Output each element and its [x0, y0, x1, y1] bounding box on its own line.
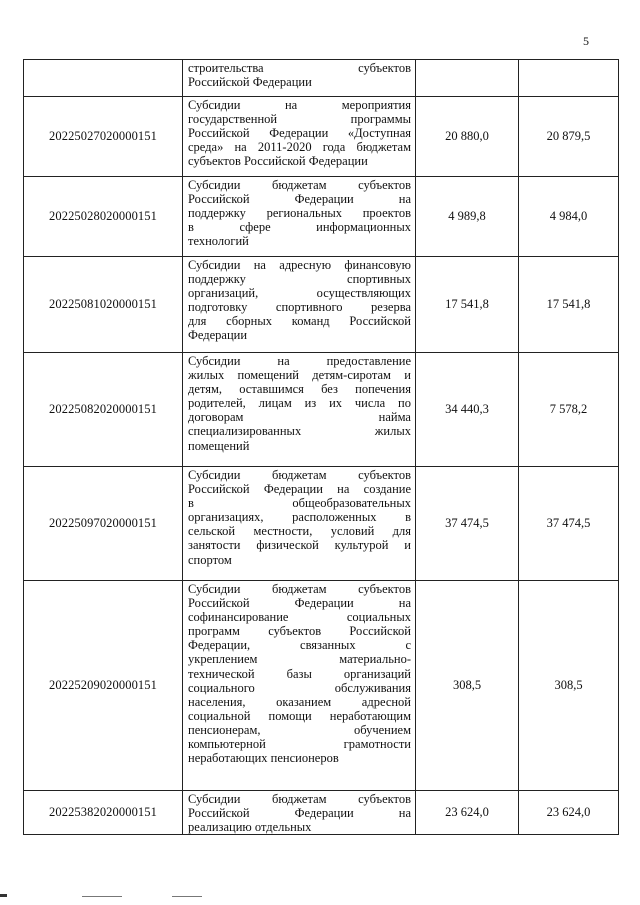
- table-row: [24, 581, 619, 791]
- table-row: [24, 353, 619, 467]
- description-line: Российской Федерации «Доступная: [188, 126, 411, 141]
- description-cell: [183, 177, 416, 257]
- scan-mark: [0, 894, 7, 897]
- description-line: строительства субъектов: [188, 61, 411, 75]
- description-line: технологий: [188, 234, 249, 249]
- budget-code-cell: 20225097020000151: [24, 467, 183, 581]
- actual-amount-cell: 23 624,0: [519, 791, 619, 835]
- description-line: поддержку региональных проектов: [188, 206, 411, 221]
- description-line: Субсидии на адресную финансовую: [188, 258, 411, 272]
- description-line: родителей, лицам из их числа по: [188, 396, 411, 411]
- description-line: населения, оказанием адресной: [188, 694, 411, 709]
- description-line: реализацию отдельных: [188, 820, 312, 835]
- budget-code-cell: 20225081020000151: [24, 257, 183, 353]
- actual-amount-cell: 7 578,2: [519, 353, 619, 467]
- page-number: 5: [583, 34, 589, 48]
- description-line: субъектов Российской Федерации: [188, 154, 368, 169]
- description-line: социального обслуживания: [188, 680, 411, 695]
- planned-amount-cell: 4 989,8: [416, 177, 519, 257]
- actual-amount-cell: 37 474,5: [519, 467, 619, 581]
- planned-amount-cell: 17 541,8: [416, 257, 519, 353]
- description-line: специализированных жилых: [188, 424, 411, 439]
- planned-amount-cell: 20 880,0: [416, 97, 519, 177]
- budget-code-cell: 20225209020000151: [24, 581, 183, 791]
- description-line: Федерации: [188, 328, 248, 343]
- actual-amount-cell: 20 879,5: [519, 97, 619, 177]
- description-line: подготовку спортивного резерва: [188, 300, 411, 315]
- description-line: помещений: [188, 438, 250, 453]
- description-line: организаций, осуществляющих: [188, 286, 411, 301]
- description-line: неработающих пенсионеров: [188, 751, 339, 766]
- budget-code-cell: [24, 60, 183, 97]
- description-line: спортом: [188, 552, 232, 567]
- description-line: договорам найма: [188, 410, 411, 425]
- description-line: поддержку спортивных: [188, 272, 411, 287]
- description-cell: [183, 353, 416, 467]
- description-line: Российской Федерации на: [188, 596, 411, 611]
- table-row: [24, 97, 619, 177]
- description-line: Российской Федерации на: [188, 806, 411, 821]
- planned-amount-cell: 308,5: [416, 581, 519, 791]
- budget-code-cell: 20225027020000151: [24, 97, 183, 177]
- description-line: в общеобразовательных: [188, 496, 411, 511]
- scan-mark: [172, 896, 202, 897]
- table-row: [24, 177, 619, 257]
- actual-amount-cell: 4 984,0: [519, 177, 619, 257]
- description-line: организациях, расположенных в: [188, 510, 411, 525]
- description-line: для сборных команд Российской: [188, 314, 411, 329]
- planned-amount-cell: 37 474,5: [416, 467, 519, 581]
- description-line: программ субъектов Российской: [188, 624, 411, 639]
- actual-amount-cell: 17 541,8: [519, 257, 619, 353]
- description-line: Субсидии бюджетам субъектов: [188, 468, 411, 482]
- description-line: Субсидии бюджетам субъектов: [188, 582, 411, 596]
- description-line: Субсидии на мероприятия: [188, 98, 411, 112]
- planned-amount-cell: 23 624,0: [416, 791, 519, 835]
- description-line: в сфере информационных: [188, 220, 411, 235]
- description-cell: [183, 581, 416, 791]
- description-line: компьютерной грамотности: [188, 737, 411, 752]
- description-line: государственной программы: [188, 112, 411, 127]
- description-line: сельской местности, условий для: [188, 524, 411, 539]
- description-cell: [183, 791, 416, 835]
- description-line: пенсионерам, обучением: [188, 722, 411, 737]
- budget-code-cell: 20225082020000151: [24, 353, 183, 467]
- budget-code-cell: 20225028020000151: [24, 177, 183, 257]
- description-line: занятости физической культурой и: [188, 538, 411, 553]
- description-line: Федерации, связанных с: [188, 638, 411, 653]
- description-line: Субсидии бюджетам субъектов: [188, 178, 411, 192]
- table-row: [24, 257, 619, 353]
- description-line: жилых помещений детям-сиротам и: [188, 368, 411, 383]
- actual-amount-cell: [519, 60, 619, 97]
- description-cell: [183, 257, 416, 353]
- actual-amount-cell: 308,5: [519, 581, 619, 791]
- description-line: укреплением материально-: [188, 652, 411, 667]
- description-line: социальной помощи неработающим: [188, 708, 411, 723]
- description-line: технической базы организаций: [188, 666, 411, 681]
- description-line: Субсидии на предоставление: [188, 354, 411, 368]
- table-row: [24, 791, 619, 835]
- description-line: Российской Федерации: [188, 75, 312, 90]
- budget-code-cell: 20225382020000151: [24, 791, 183, 835]
- description-cell: [183, 467, 416, 581]
- table-row: [24, 467, 619, 581]
- table-row: [24, 60, 619, 97]
- planned-amount-cell: 34 440,3: [416, 353, 519, 467]
- description-cell: [183, 97, 416, 177]
- description-line: софинансирование социальных: [188, 610, 411, 625]
- budget-table: [23, 59, 619, 835]
- description-line: Российской Федерации на создание: [188, 482, 411, 497]
- description-line: детям, оставшимся без попечения: [188, 382, 411, 397]
- planned-amount-cell: [416, 60, 519, 97]
- description-line: Российской Федерации на: [188, 192, 411, 207]
- description-line: Субсидии бюджетам субъектов: [188, 792, 411, 806]
- description-cell: [183, 60, 416, 97]
- description-line: среда» на 2011-2020 года бюджетам: [188, 140, 411, 155]
- scan-mark: [82, 896, 122, 897]
